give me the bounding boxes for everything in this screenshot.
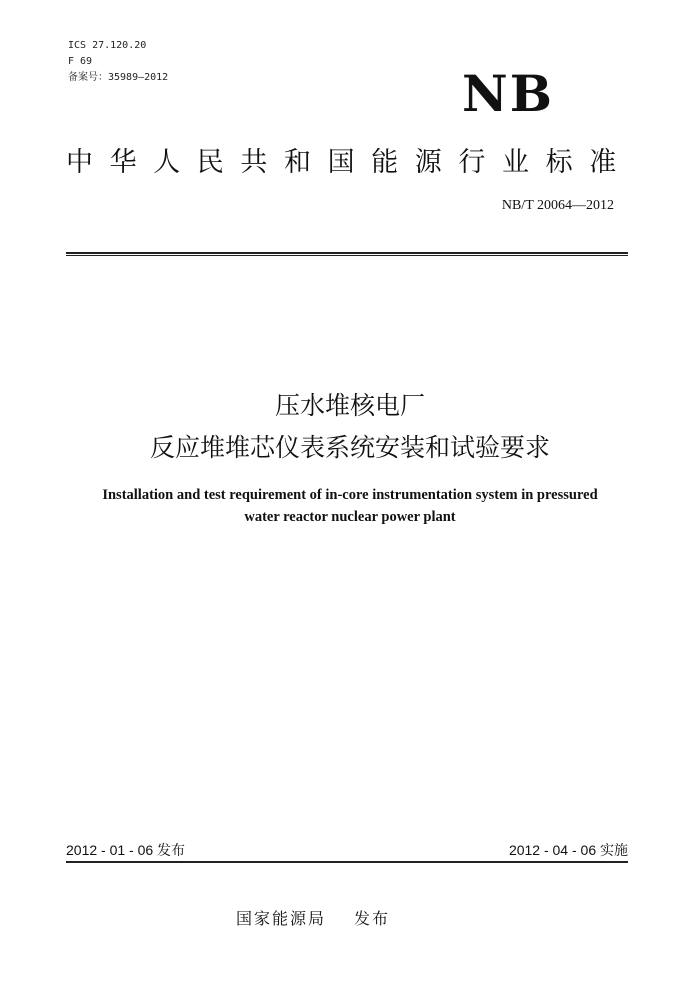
nb-logo: NB — [462, 64, 554, 123]
ics-code: ICS 27.120.20 — [68, 40, 147, 51]
top-divider — [66, 252, 628, 254]
implementation-date: 2012 - 04 - 06 实施 — [508, 842, 628, 858]
title-cn-line2: 反应堆堆芯仪表系统安装和试验要求 — [149, 433, 550, 462]
title-en-line2: water reactor nuclear power plant — [244, 509, 456, 525]
standard-number: NB/T 20064—2012 — [501, 198, 614, 213]
top-divider-thin — [66, 255, 628, 256]
date-row — [66, 840, 628, 860]
record-number: 备案号：35989—2012 — [68, 72, 169, 83]
title-en-line1: Installation and test requirement of in-core instrumentation system in pressured — [102, 487, 598, 503]
industry-standard-header: 中华人民共和国能源行业标准 — [66, 147, 633, 178]
publisher-action: 发布 — [354, 909, 391, 928]
classification-code: F 69 — [68, 56, 93, 67]
classification-block — [68, 38, 168, 86]
publisher-line — [236, 906, 390, 929]
title-cn-line1: 压水堆核电厂 — [274, 391, 425, 420]
issue-date: 2012 - 01 - 06 发布 — [66, 842, 186, 858]
publisher-name: 国家能源局 — [236, 909, 327, 928]
bottom-divider — [66, 861, 628, 863]
